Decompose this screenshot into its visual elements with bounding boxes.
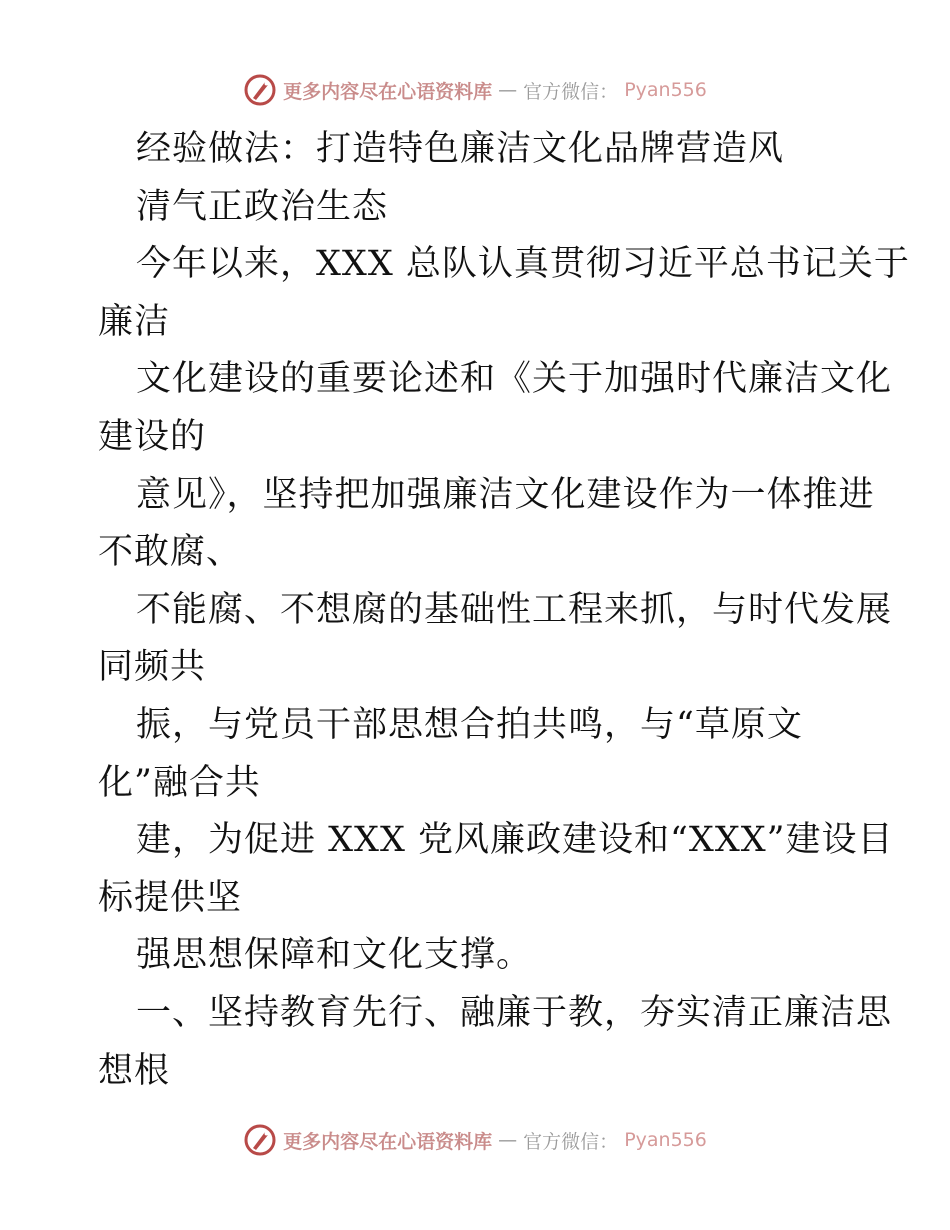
text-line: 经验做法：打造特色廉洁文化品牌营造风 <box>136 129 785 169</box>
watermark-id-text: Pyan556 <box>624 1129 707 1151</box>
watermark-main-text: 更多内容尽在心语资料库 <box>283 80 493 103</box>
text-line: 不能腐、不想腐的基础性工程来抓，与时代发展 <box>136 589 893 630</box>
text-line: 同频共 <box>98 647 207 688</box>
watermark-sub-text: 官方微信： <box>523 1130 619 1153</box>
text-line: 廉洁 <box>98 301 171 342</box>
watermark-dash: — <box>498 1129 518 1151</box>
text-line: 化”融合共 <box>98 762 261 803</box>
text-line: 不敢腐、 <box>98 532 243 573</box>
text-line: 标提供坚 <box>98 877 243 918</box>
text-line: 想根 <box>98 1050 171 1091</box>
footer-watermark <box>0 1120 950 1160</box>
pen-circle-logo-icon <box>243 73 277 107</box>
document-body <box>98 121 910 1100</box>
text-line: 清气正政治生态 <box>136 186 389 227</box>
text-line: 强思想保障和文化支撑。 <box>136 935 533 976</box>
text-line: 建，为促进 XXX 党风廉政建设和“XXX”建设目 <box>136 820 894 861</box>
watermark-main-text: 更多内容尽在心语资料库 <box>283 1130 493 1153</box>
watermark-id-text: Pyan556 <box>624 79 707 101</box>
text-line: 建设的 <box>98 416 207 457</box>
text-line: 意见》，坚持把加强廉洁文化建设作为一体推进 <box>136 474 875 515</box>
header-watermark <box>0 70 950 110</box>
text-line: 文化建设的重要论述和《关于加强时代廉洁文化 <box>136 359 893 400</box>
text-line: 今年以来，XXX 总队认真贯彻习近平总书记关于 <box>136 244 910 285</box>
text-line: 一、坚持教育先行、融廉于教，夯实清正廉洁思 <box>136 992 893 1033</box>
watermark-dash: — <box>498 79 518 101</box>
text-line: 振，与党员干部思想合拍共鸣，与“草原文 <box>136 704 803 745</box>
pen-circle-logo-icon <box>243 1123 277 1157</box>
watermark-sub-text: 官方微信： <box>523 80 619 103</box>
